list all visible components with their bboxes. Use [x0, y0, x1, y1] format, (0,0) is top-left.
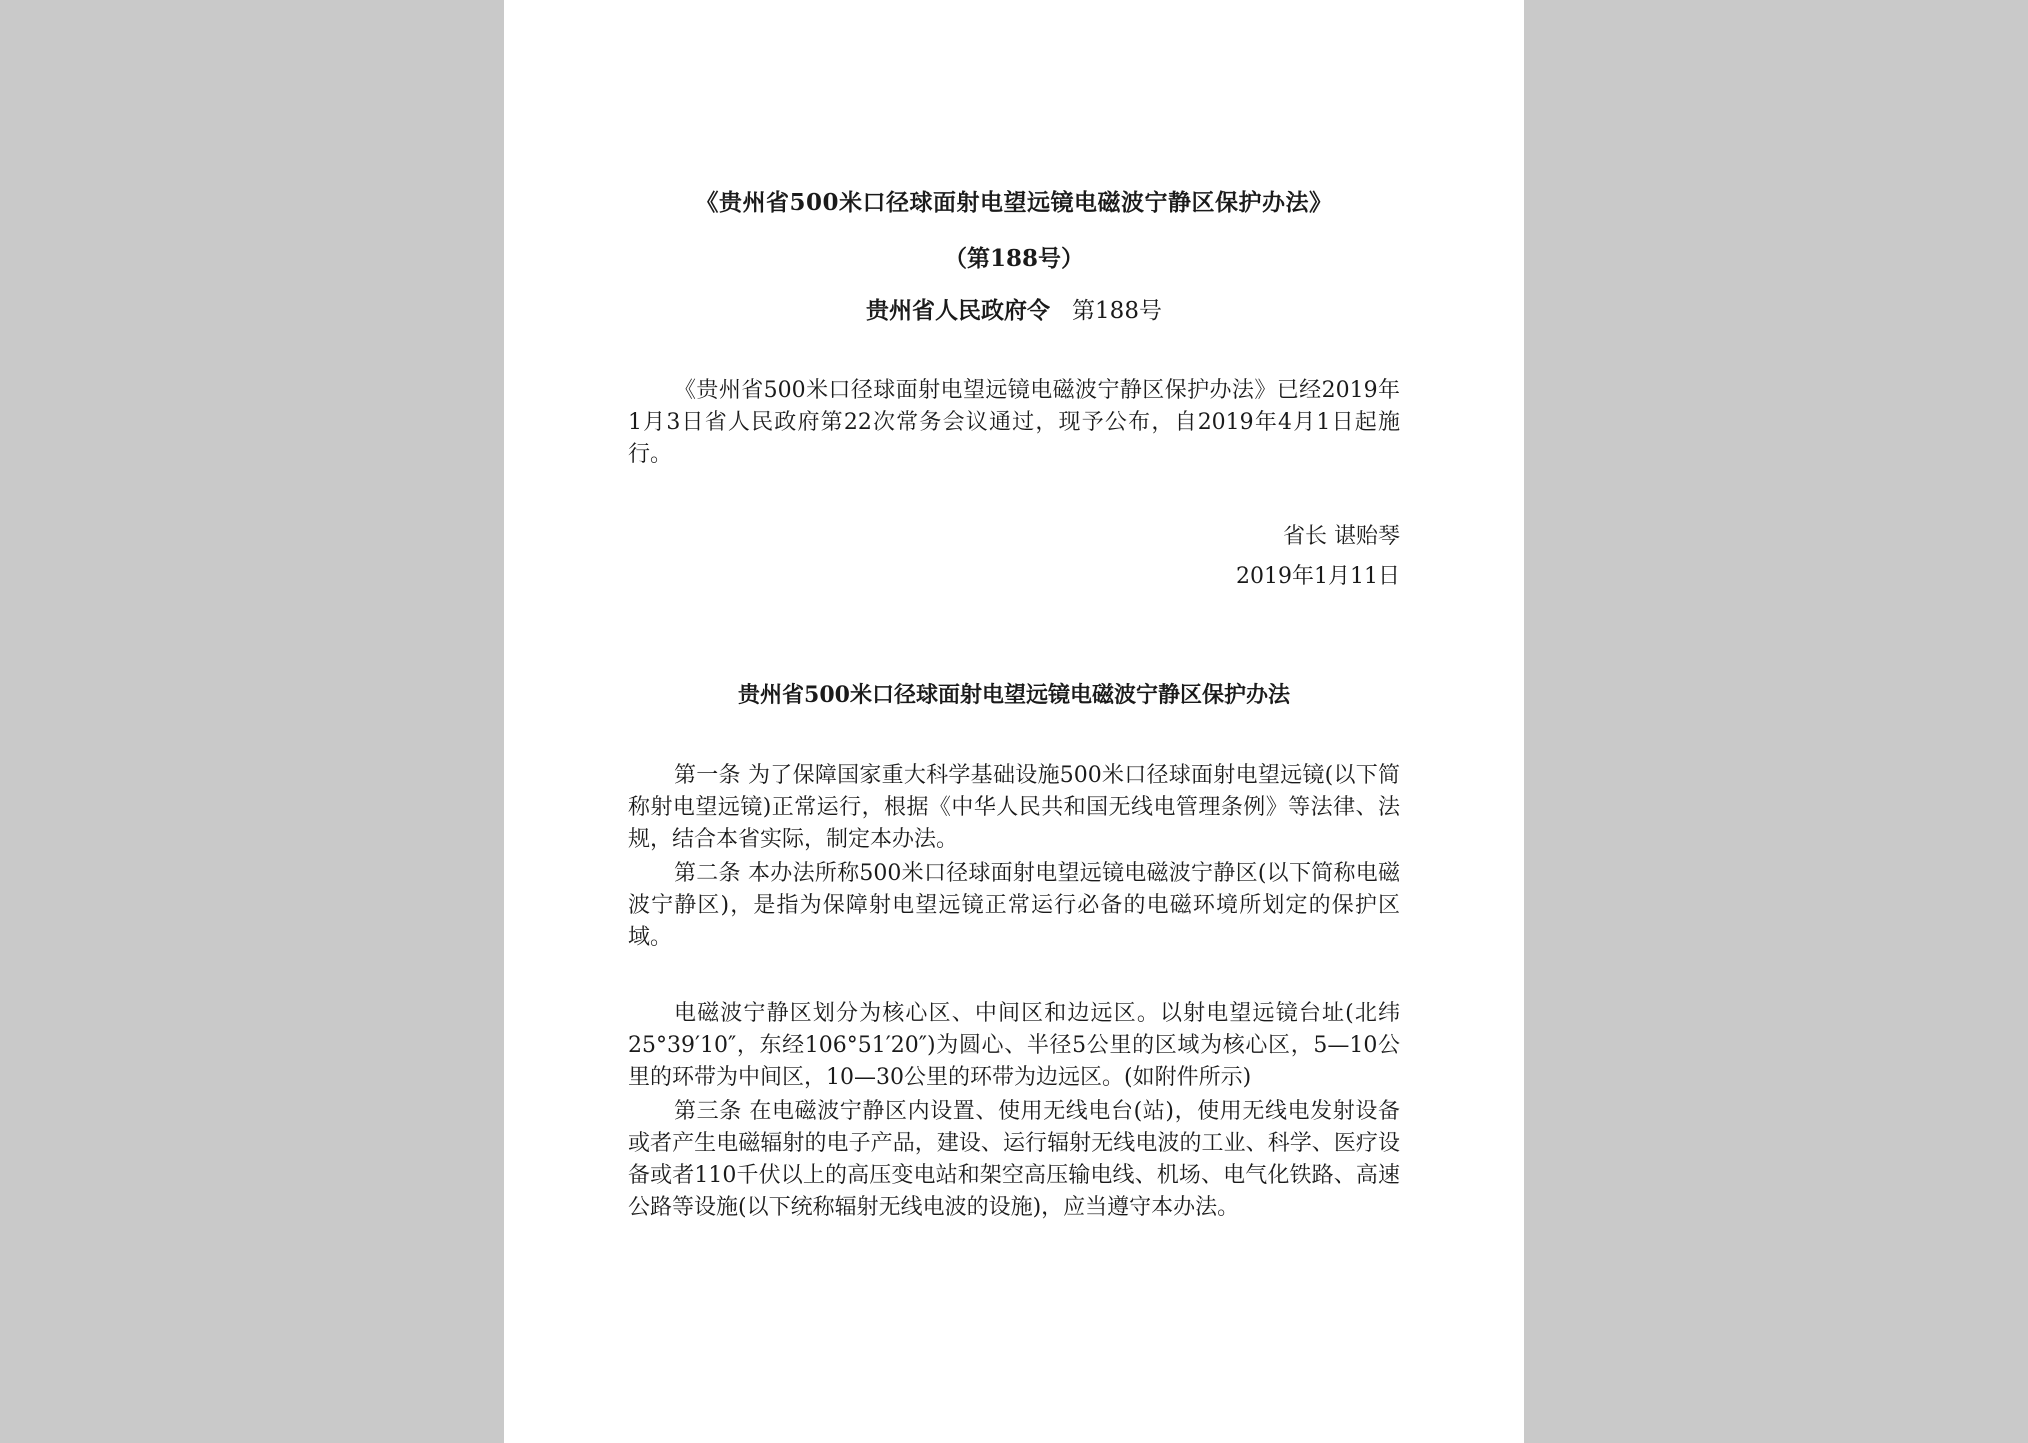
document-title: 《贵州省500米口径球面射电望远镜电磁波宁静区保护办法》 — [695, 189, 1333, 216]
order-issuer: 贵州省人民政府令 — [866, 297, 1051, 324]
signatory: 省长 谌贻琴 — [1283, 524, 1400, 549]
law-title: 贵州省500米口径球面射电望远镜电磁波宁静区保护办法 — [738, 682, 1290, 708]
article-3: 第三条 在电磁波宁静区内设置、使用无线电台(站)，使用无线电发射设备或者产生电磁辐射的电子产品，建设、运行辐射无线电波的工业、科学、医疗设备或者110千伏以上的高压变电站和架空高压输电线、机场、电气化铁路、高速公路等设施(以下统称辐射无线电波的设施)，应当遵守本办法。 — [628, 1099, 1400, 1220]
document-subtitle: （第188号） — [943, 245, 1084, 272]
sign-date: 2019年1月11日 — [1236, 564, 1400, 589]
article-2-paragraph-2: 电磁波宁静区划分为核心区、中间区和边远区。以射电望远镜台址(北纬25°39′10″，东经106°51′20″)为圆心、半径5公里的区域为核心区，5—10公里的环带为中间区，10—30公里的环带为边远区。(如附件所示) — [628, 1001, 1400, 1090]
document-page — [504, 0, 1524, 1443]
intro-paragraph: 《贵州省500米口径球面射电望远镜电磁波宁静区保护办法》已经2019年1月3日省人民政府第22次常务会议通过，现予公布，自2019年4月1日起施行。 — [628, 378, 1400, 467]
article-1: 第一条 为了保障国家重大科学基础设施500米口径球面射电望远镜(以下简称射电望远镜)正常运行，根据《中华人民共和国无线电管理条例》等法律、法规，结合本省实际，制定本办法。 — [628, 763, 1400, 852]
signature-block — [628, 517, 1400, 597]
article-2: 第二条 本办法所称500米口径球面射电望远镜电磁波宁静区(以下简称电磁波宁静区)，是指为保障射电望远镜正常运行必备的电磁环境所划定的保护区域。 — [628, 861, 1400, 950]
order-line — [628, 292, 1400, 325]
order-number: 第188号 — [1072, 298, 1162, 324]
